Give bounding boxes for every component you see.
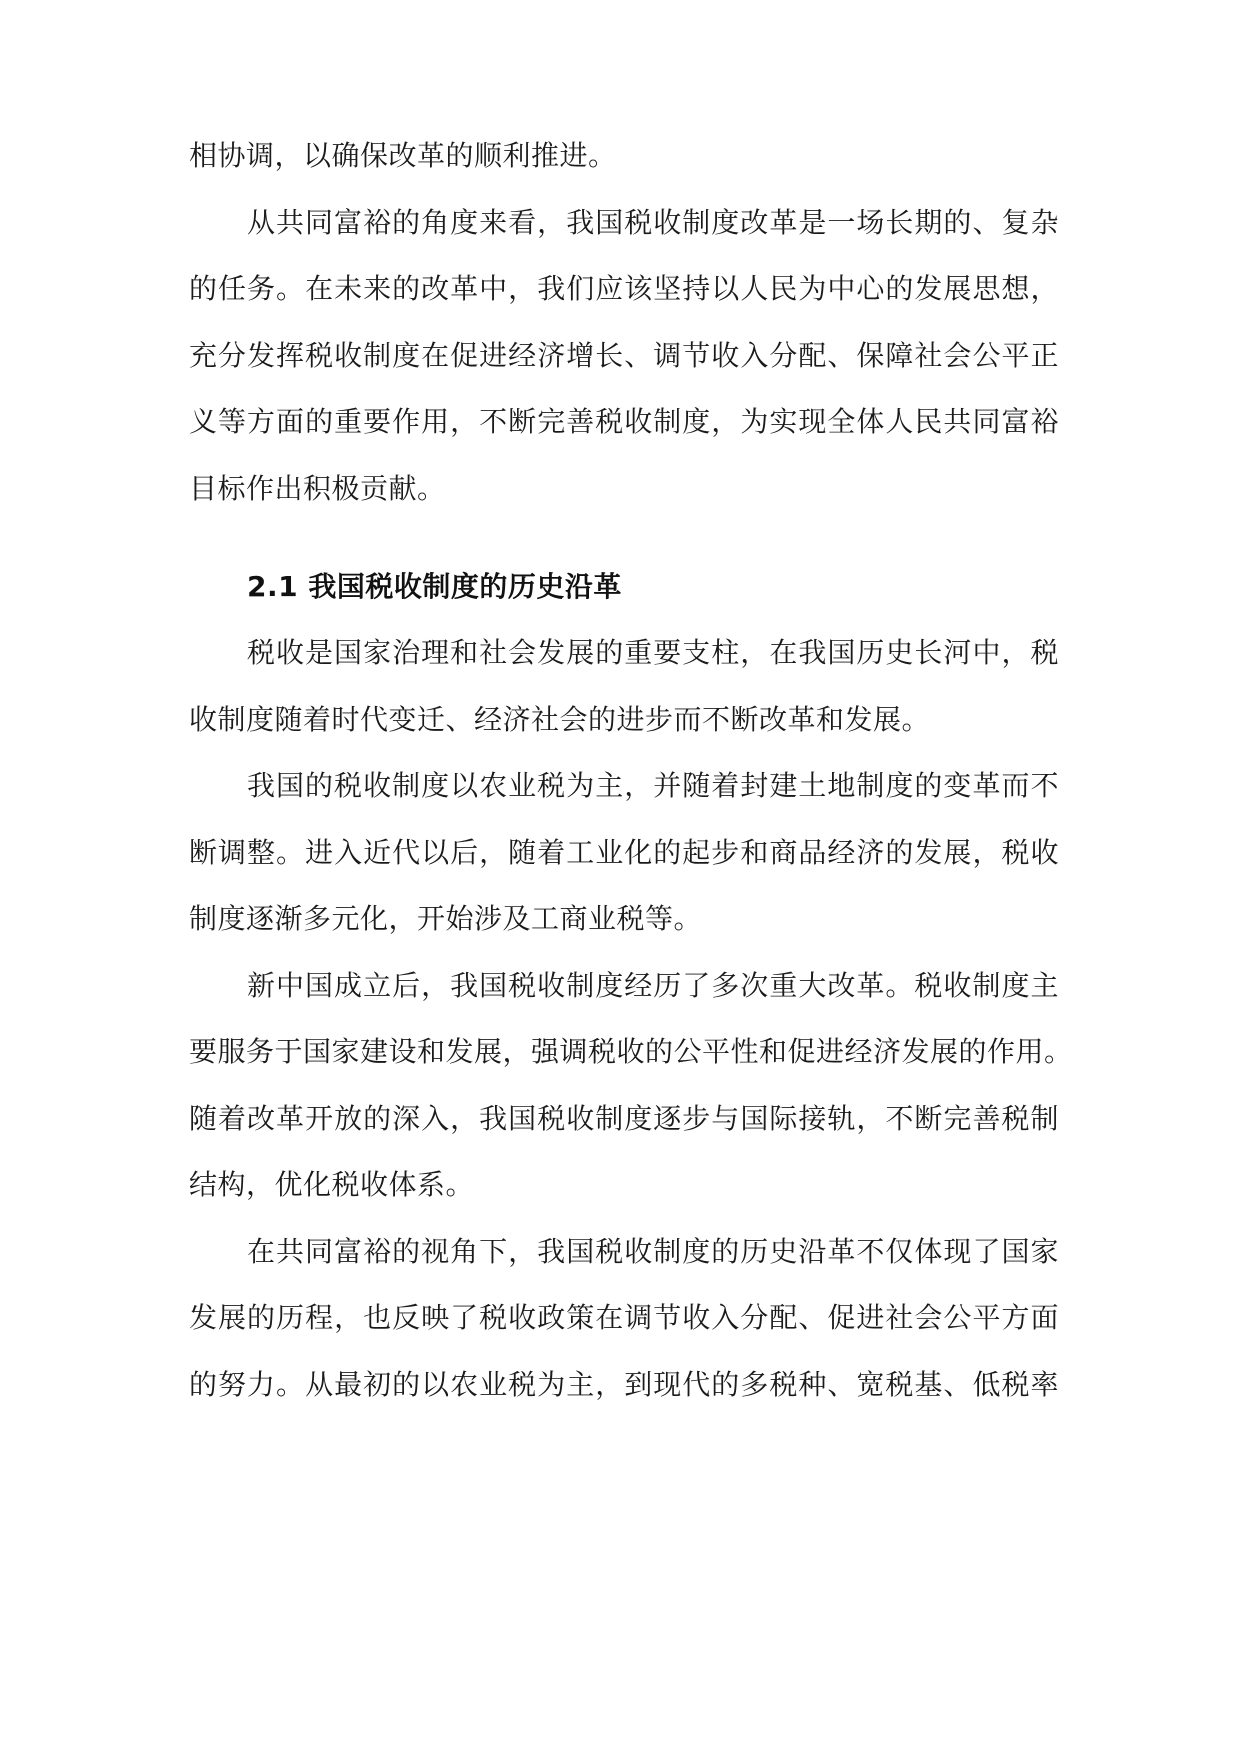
paragraph-line: 在共同富裕的视角下，我国税收制度的历史沿革不仅体现了国家: [247, 1235, 1059, 1268]
paragraph-line: 我国的税收制度以农业税为主，并随着封建土地制度的变革而不: [247, 769, 1059, 802]
paragraph-line: 结构，优化税收体系。: [189, 1168, 475, 1201]
paragraph-line: 充分发挥税收制度在促进经济增长、调节收入分配、保障社会公平正: [189, 339, 1059, 372]
paragraph-line: 随着改革开放的深入，我国税收制度逐步与国际接轨，不断完善税制: [189, 1102, 1059, 1135]
paragraph-line: 新中国成立后，我国税收制度经历了多次重大改革。税收制度主: [247, 969, 1059, 1002]
paragraph-line: 义等方面的重要作用，不断完善税收制度，为实现全体人民共同富裕: [189, 405, 1059, 438]
section-heading: 2.1 我国税收制度的历史沿革: [247, 570, 622, 603]
paragraph-line: 的任务。在未来的改革中，我们应该坚持以人民为中心的发展思想，: [189, 272, 1059, 305]
paragraph-line: 制度逐渐多元化，开始涉及工商业税等。: [189, 902, 703, 935]
paragraph-line: 发展的历程，也反映了税收政策在调节收入分配、促进社会公平方面: [189, 1301, 1059, 1334]
paragraph-line: 从共同富裕的角度来看，我国税收制度改革是一场长期的、复杂: [247, 206, 1059, 239]
paragraph-line: 的努力。从最初的以农业税为主，到现代的多税种、宽税基、低税率: [189, 1368, 1059, 1401]
paragraph-line: 目标作出积极贡献。: [189, 472, 446, 505]
paragraph-line: 断调整。进入近代以后，随着工业化的起步和商品经济的发展，税收: [189, 836, 1059, 869]
paragraph-line: 收制度随着时代变迁、经济社会的进步而不断改革和发展。: [189, 703, 931, 736]
paragraph-line: 要服务于国家建设和发展，强调税收的公平性和促进经济发展的作用。: [189, 1035, 1073, 1068]
paragraph-line: 相协调，以确保改革的顺利推进。: [189, 139, 617, 172]
paragraph-line: 税收是国家治理和社会发展的重要支柱，在我国历史长河中，税: [247, 636, 1059, 669]
